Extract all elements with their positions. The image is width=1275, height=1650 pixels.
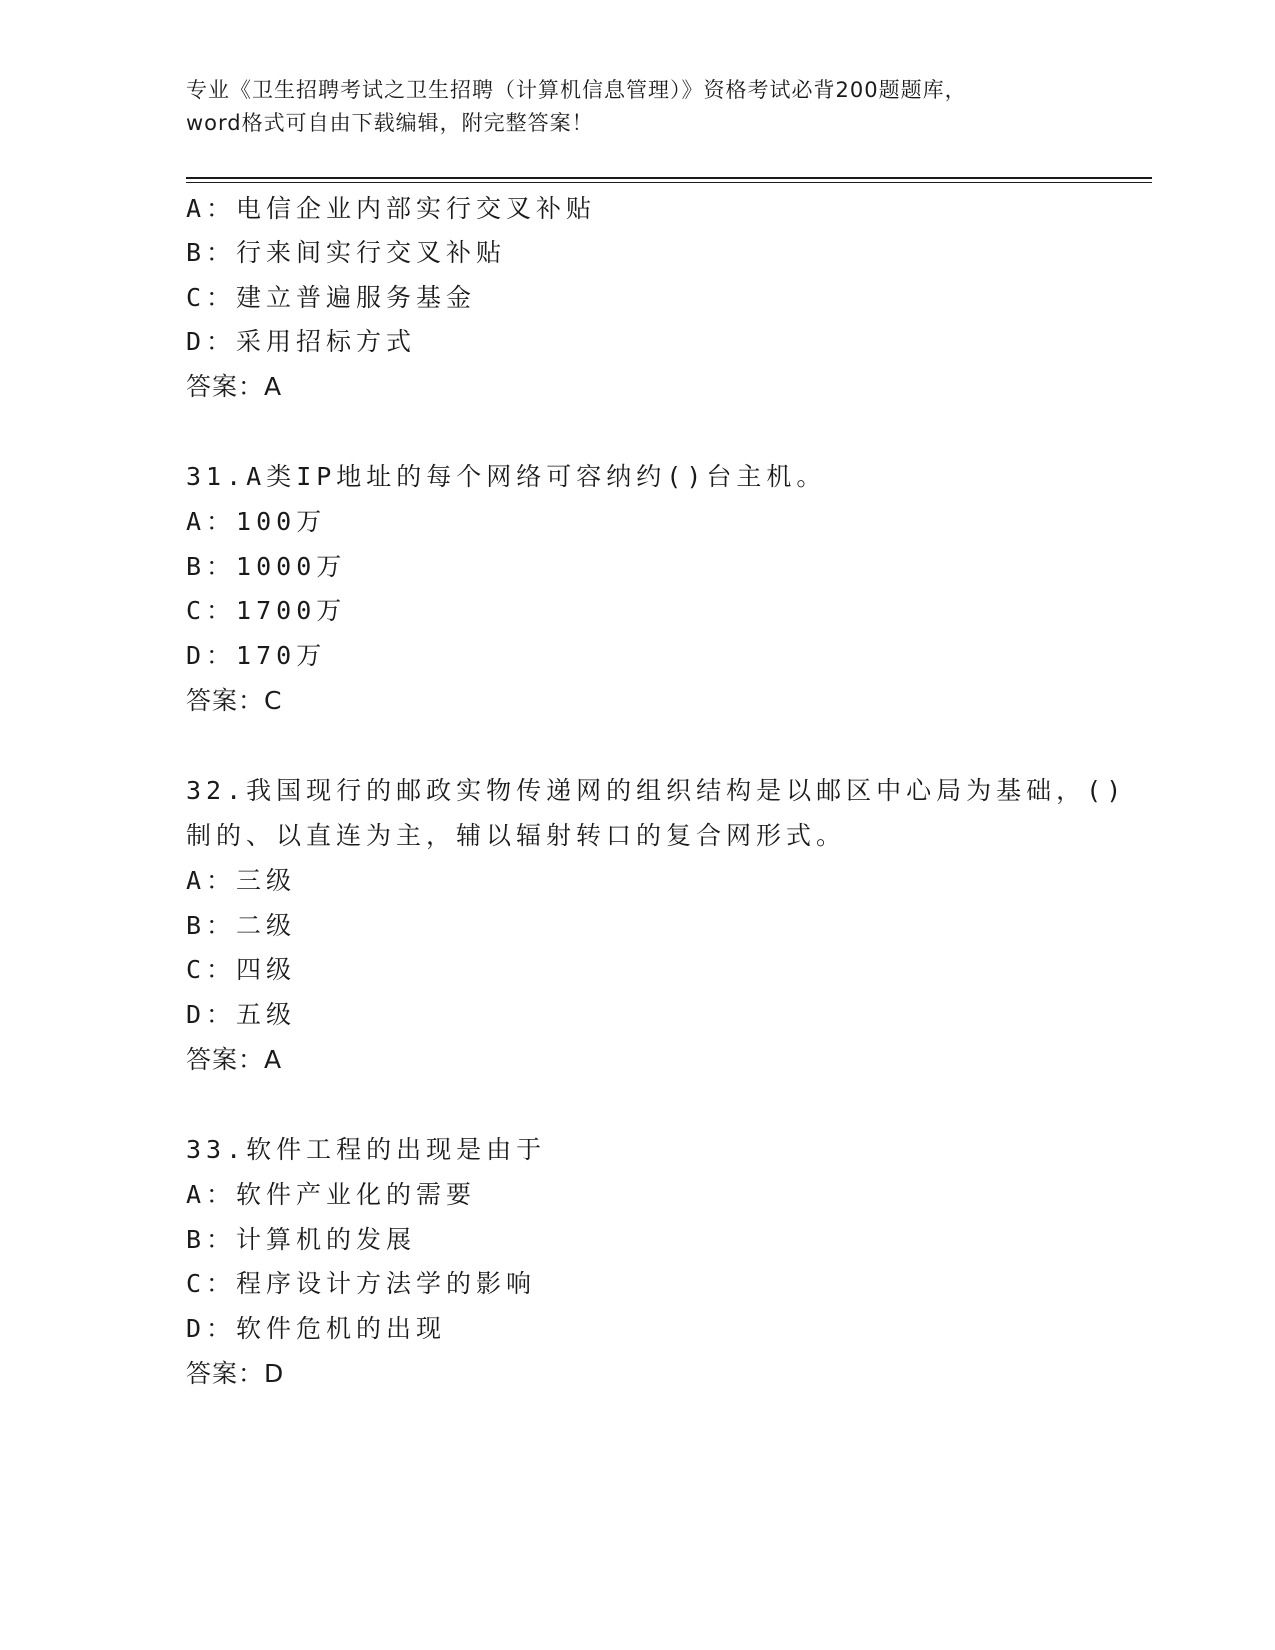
header-divider-thick	[186, 177, 1152, 179]
q32-answer: 答案：A	[186, 1045, 283, 1074]
document-header	[186, 74, 1086, 140]
q31-option-c: C：1700万	[186, 596, 347, 625]
q31-option-a: A：100万	[186, 507, 327, 536]
header-line-1: 专业《卫生招聘考试之卫生招聘（计算机信息管理）》资格考试必背200题题库，	[186, 78, 967, 102]
q33-answer: 答案：D	[186, 1359, 285, 1388]
q31-option-d: D：170万	[186, 641, 327, 670]
q32-stem-line-2: 制的、以直连为主，辅以辐射转口的复合网形式。	[186, 821, 847, 850]
q30-answer: 答案：A	[186, 372, 283, 401]
q30-option-b: B：行来间实行交叉补贴	[186, 238, 507, 267]
header-divider-thin	[186, 182, 1152, 183]
q31-option-b: B：1000万	[186, 552, 347, 581]
q32-option-b: B：二级	[186, 911, 297, 940]
q33-option-a: A：软件产业化的需要	[186, 1180, 477, 1209]
q31-stem: 31.A类IP地址的每个网络可容纳约()台主机。	[186, 462, 827, 491]
q33-stem: 33.软件工程的出现是由于	[186, 1135, 547, 1164]
header-line-2: word格式可自由下载编辑，附完整答案！	[186, 111, 594, 135]
q32-option-c: C：四级	[186, 955, 297, 984]
q33-option-c: C：程序设计方法学的影响	[186, 1269, 537, 1298]
q32-option-d: D：五级	[186, 1000, 297, 1029]
q33-option-d: D：软件危机的出现	[186, 1314, 447, 1343]
q30-option-d: D：采用招标方式	[186, 327, 417, 356]
q30-option-a: A：电信企业内部实行交叉补贴	[186, 194, 597, 223]
q32-option-a: A：三级	[186, 866, 297, 895]
q32-stem-line-1: 32.我国现行的邮政实物传递网的组织结构是以邮区中心局为基础，()	[186, 776, 1127, 805]
q33-option-b: B：计算机的发展	[186, 1225, 417, 1254]
q31-answer: 答案：C	[186, 686, 283, 715]
q30-option-c: C：建立普遍服务基金	[186, 283, 477, 312]
